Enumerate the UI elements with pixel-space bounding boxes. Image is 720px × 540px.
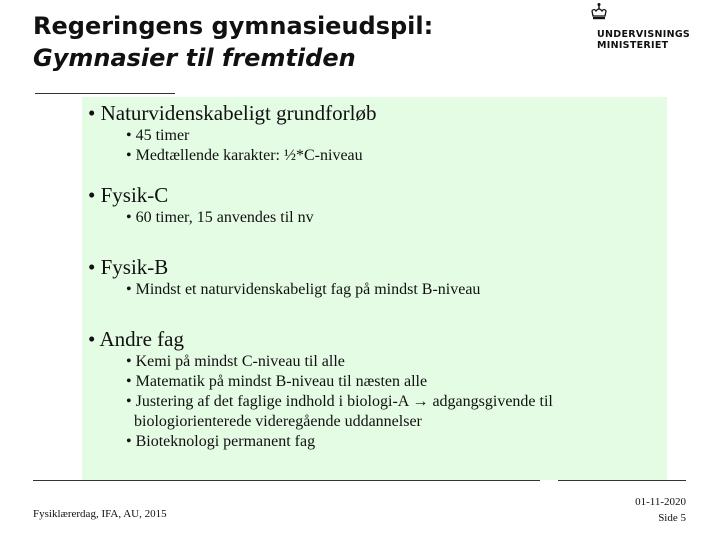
footer-meta	[635, 494, 686, 526]
footer-event: Fysiklærerdag, IFA, AU, 2015	[33, 508, 167, 520]
logo-text-line-1: UNDERVISNINGS	[597, 29, 691, 40]
bullet-fysik-b: • Fysik-B	[88, 255, 169, 279]
title-divider	[35, 93, 175, 94]
footer-divider-left	[33, 480, 540, 481]
crown-icon	[588, 2, 610, 24]
footer-date: 01-11-2020	[635, 496, 686, 508]
sub-bullet-bioteknologi: • Bioteknologi permanent fag	[126, 433, 316, 450]
logo-text-line-2: MINISTERIET	[597, 40, 669, 51]
bullet-naturvidenskabeligt: • Naturvidenskabeligt grundforløb	[88, 101, 377, 125]
sub-bullet-medtaellende: • Medtællende karakter: ½*C-niveau	[126, 147, 363, 164]
title-line-2: Gymnasier til fremtiden	[33, 44, 356, 72]
bullet-andre-fag: • Andre fag	[88, 327, 184, 351]
title-line-1: Regeringens gymnasieudspil:	[33, 12, 434, 40]
sub-bullet-kemi: • Kemi på mindst C-niveau til alle	[126, 353, 345, 370]
slide-title	[33, 10, 433, 74]
footer-page-number: Side 5	[658, 512, 686, 524]
footer-divider-right	[558, 480, 686, 481]
sub-bullet-60-timer: • 60 timer, 15 anvendes til nv	[126, 209, 314, 226]
ministry-logo	[588, 2, 698, 52]
sub-bullet-mindst-et-fag: • Mindst et naturvidenskabeligt fag på mindst B-niveau	[126, 281, 481, 298]
justering-text-c: biologiorienterede videregående uddannelser	[134, 413, 422, 430]
justering-text-a: • Justering af det faglige indhold i biologi-A	[126, 393, 409, 410]
sub-bullet-45-timer: • 45 timer	[126, 127, 190, 144]
sub-bullet-justering	[88, 392, 553, 432]
justering-text-b: adgangsgivende til	[432, 393, 553, 410]
arrow-right-icon: →	[412, 393, 429, 410]
content-body	[88, 100, 553, 452]
bullet-fysik-c: • Fysik-C	[88, 183, 169, 207]
sub-bullet-matematik: • Matematik på mindst B-niveau til næsten alle	[126, 373, 428, 390]
